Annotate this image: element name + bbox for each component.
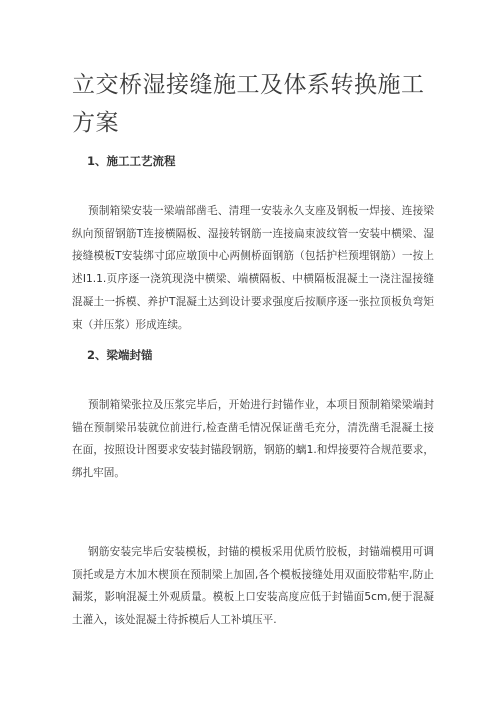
paragraph-construction-process: 预制箱梁安装一梁端部凿毛、清理一安装永久支座及钢板一焊接、连接梁纵向预留钢筋T连接横隔板、湿接转钢筋一连接扁束波纹管一安装中横梁、湿接缝模板T安装绑寸邱应墩顶中心两侧桥面钢筋（包括护栏预埋钢筋）一按上述I1.1.页序逐一浇筑现浇中横梁、端横隔板、中横隔板混凝土一浇注湿接缝混凝土一拆模、养护T混凝土达到设计要求强度后按顺序逐一张拉顶板负弯矩束（并压浆）形成连续。 [72, 205, 434, 331]
paragraph-formwork-installation: 钢筋安装完毕后安装模板，封锚的模板采用优质竹胶板，封锚端模用可调顶托或是方木加木楔顶在预制梁上加固,各个模板接缝处用双面胶带粘牢,防止漏浆，影响混凝土外观质量。模板上口安装高度应低于封锚面5cm,便于混凝土灌入，该处混凝土待拆模后人工补填压平. [72, 546, 434, 627]
paragraph-anchor-sealing: 预制箱梁张拉及压浆完毕后，开始进行封锚作业，本项目预制箱梁梁端封锚在预制梁吊装就位前进行,检查凿毛情况保证凿毛充分，清洗凿毛混凝土接在面，按照设计图要求安装封锚段钢筋，钢筋的螭1.和焊接要符合规范要求，绑扎牢固。 [72, 399, 434, 480]
section-heading-construction-process: 1、施工工艺流程 [87, 154, 176, 168]
section-heading-beam-end-anchor-sealing: 2、梁端封锚 [87, 348, 153, 362]
document-title: 立交桥湿接缝施工及体系转换施工方案 [72, 72, 425, 136]
